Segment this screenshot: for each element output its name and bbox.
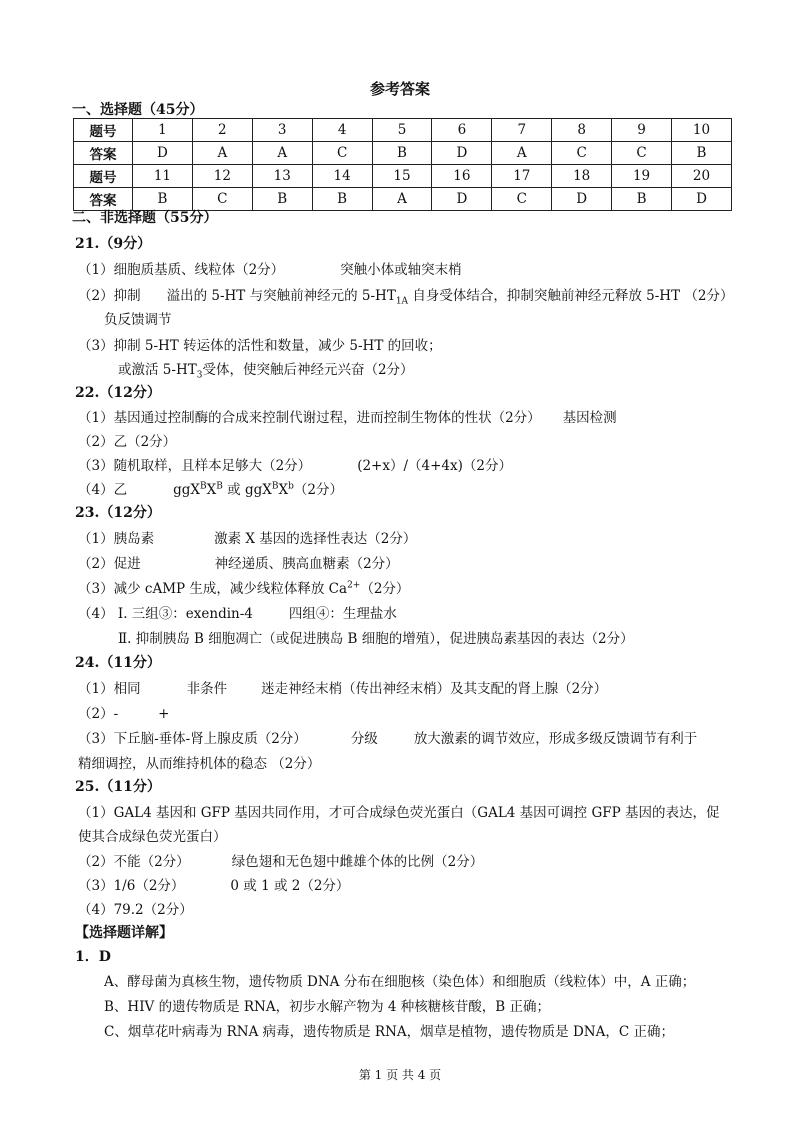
q23-line4 (78, 602, 397, 622)
table-cell: 7 (492, 119, 552, 142)
table-cell: 9 (612, 119, 672, 142)
q24-line2 (78, 702, 169, 722)
q21-l1b: 突触小体或轴突末梢 (340, 262, 462, 278)
table-cell: D (432, 142, 492, 165)
table-cell: A (372, 188, 432, 211)
q23-l2a: （2）促进 (78, 556, 141, 572)
section-nonchoice-heading: 二、非选择题（55分） (72, 210, 218, 226)
q24-l3a: （3）下丘脑-垂体-肾上腺皮质（2分） (78, 731, 307, 747)
table-cell: A (192, 142, 252, 165)
detail-c: C、烟草花叶病毒为 RNA 病毒，遗传物质是 RNA，烟草是植物，遗传物质是 DNA，C 正确； (104, 1024, 674, 1040)
table-row (74, 142, 732, 165)
q23-l4a: （4） Ⅰ. 三组③：exendin-4 (78, 606, 253, 622)
table-cell: D (672, 188, 732, 211)
q24-l2a: （2）- (78, 706, 119, 722)
q25-line1: （1）GAL4 基因和 GFP 基因共同作用，才可合成绿色荧光蛋白（GAL4 基因可调控 GFP 基因的表达，促 (78, 805, 720, 821)
table-cell: 15 (372, 165, 432, 188)
table-cell: B (252, 188, 312, 211)
q23-l4b: 四组④：生理盐水 (288, 606, 397, 622)
q24-l3c: 放大激素的调节效应，形成多级反馈调节有利于 (413, 731, 698, 747)
q23-l3a: （3）减少 cAMP 生成，减少线粒体释放 Ca (78, 581, 348, 597)
table-row-label: 题号 (74, 165, 133, 188)
detail-a: A、酵母菌为真核生物，遗传物质 DNA 分布在细胞核（染色体）和细胞质（线粒体）中，A 正确； (104, 974, 696, 990)
q24-l2b: + (158, 706, 170, 722)
q22-l1b: 基因检测 (562, 410, 617, 426)
q22-l3b: (2+x）/（4+4x)（2分） (357, 458, 512, 474)
q22-line1 (78, 406, 617, 426)
q23-l1a: （1）胰岛素 (78, 531, 155, 547)
table-cell: C (492, 188, 552, 211)
q24-line1 (78, 677, 607, 697)
detail-b: B、HIV 的遗传物质是 RNA，初步水解产物为 4 种核糖核苷酸，B 正确； (104, 999, 550, 1015)
q25-l4b: 0 或 1 或 2（2分） (230, 878, 350, 894)
table-cell: B (312, 188, 372, 211)
q21-heading: 21.（9分） (75, 236, 152, 252)
q25-line3 (78, 850, 483, 870)
q23-line5: Ⅱ. 抑制胰岛 B 细胞凋亡（或促进胰岛 B 细胞的增殖），促进胰岛素基因的表达（2分） (118, 631, 634, 647)
table-cell: 17 (492, 165, 552, 188)
table-cell: A (252, 142, 312, 165)
q22-l4a: （4）乙 (78, 482, 128, 498)
q23-l1b: 激素 X 基因的选择性表达（2分） (214, 531, 417, 547)
table-cell: 3 (252, 119, 312, 142)
q25-line2: 使其合成绿色荧光蛋白） (78, 829, 227, 845)
table-cell: D (432, 188, 492, 211)
q25-heading: 25.（11分） (75, 779, 161, 795)
q21-l1a: （1）细胞质基质、线粒体（2分） (78, 262, 285, 278)
detail-heading: 【选择题详解】 (75, 925, 173, 941)
detail-item1: 1．D (75, 949, 111, 965)
table-cell: 14 (312, 165, 372, 188)
q23-line3 (78, 577, 409, 597)
q23-l2b: 神经递质、胰高血糖素（2分） (214, 556, 399, 572)
q24-l1a: （1）相同 (78, 681, 141, 697)
table-cell: 10 (672, 119, 732, 142)
table-cell: 18 (552, 165, 612, 188)
table-cell: C (192, 188, 252, 211)
answer-table (73, 118, 732, 211)
table-cell: C (612, 142, 672, 165)
q25-l3b: 绿色翅和无色翅中雌雄个体的比例（2分） (231, 854, 484, 870)
q23-l3sup: 2+ (347, 580, 361, 591)
table-cell: 19 (612, 165, 672, 188)
q23-line2 (78, 552, 399, 572)
table-cell: 8 (552, 119, 612, 142)
q21-l2b: 溢出的 5-HT 与突触前神经元的 5-HT (166, 288, 396, 304)
table-row-label: 答案 (74, 142, 133, 165)
q21-line3: 负反馈调节 (104, 312, 172, 328)
table-cell: C (552, 142, 612, 165)
q21-line1 (78, 258, 462, 278)
q22-line3 (78, 454, 512, 474)
q21-l5b: 受体，使突触后神经元兴奋（2分） (202, 362, 414, 378)
q21-l2c: 自身受体结合，抑制突触前神经元释放 5-HT （2分） (408, 288, 734, 304)
table-cell: B (372, 142, 432, 165)
q24-l3b: 分级 (350, 731, 378, 747)
q24-heading: 24.（11分） (75, 655, 161, 671)
q24-l1b: 非条件 (186, 681, 228, 697)
q22-l1a: （1）基因通过控制酶的合成来控制代谢过程，进而控制生物体的性状（2分） (78, 410, 541, 426)
table-cell: 6 (432, 119, 492, 142)
q25-line5: （4）79.2（2分） (78, 902, 193, 918)
table-cell: 16 (432, 165, 492, 188)
page-title: 参考答案 (369, 80, 430, 98)
table-cell: B (672, 142, 732, 165)
q25-l4a: （3）1/6（2分） (78, 878, 185, 894)
table-row (74, 165, 732, 188)
table-cell: 12 (192, 165, 252, 188)
section-choice-heading: 一、选择题（45分） (72, 102, 204, 118)
q22-line2: （2）乙（2分） (78, 434, 177, 450)
q23-l3b: （2分） (360, 581, 410, 597)
q24-line4: 精细调控，从而维持机体的稳态 （2分） (78, 756, 321, 772)
table-cell: A (492, 142, 552, 165)
table-cell: 5 (372, 119, 432, 142)
q21-l5a: 或激活 5-HT (118, 362, 197, 378)
table-cell: B (133, 188, 193, 211)
q23-line1 (78, 527, 416, 547)
q21-l2sub: 1A (395, 296, 409, 307)
q22-l3a: （3）随机取样，且样本足够大（2分） (78, 458, 312, 474)
q24-l1c: 迷走神经末梢（传出神经末梢）及其支配的肾上腺（2分） (261, 681, 608, 697)
q24-line3 (78, 727, 697, 747)
q21-line2 (78, 284, 733, 307)
q22-l4end: （2分） (293, 482, 343, 498)
q21-line4: （3）抑制 5-HT 转运体的活性和数量，减少 5-HT 的回收； (78, 338, 442, 354)
q22-line4 (78, 478, 343, 498)
q21-l2a: （2）抑制 (78, 288, 141, 304)
table-row-label: 题号 (74, 119, 133, 142)
table-cell: B (612, 188, 672, 211)
table-cell: D (133, 142, 193, 165)
table-cell: 13 (252, 165, 312, 188)
table-cell: 1 (133, 119, 193, 142)
table-cell: 20 (672, 165, 732, 188)
table-row-label: 答案 (74, 188, 133, 211)
table-cell: 11 (133, 165, 193, 188)
q23-heading: 23.（12分） (75, 505, 161, 521)
q22-genotype: $ggX^BX^B$ 或 $ggX^BX^b$ (173, 481, 294, 498)
page-footer: 第 1 页 共 4 页 (358, 1068, 442, 1082)
table-cell: C (312, 142, 372, 165)
q25-line4 (78, 874, 349, 894)
q21-l5sub: 3 (196, 370, 203, 381)
q21-line5 (118, 358, 414, 381)
q25-l3a: （2）不能（2分） (78, 854, 190, 870)
table-cell: 2 (192, 119, 252, 142)
table-row (74, 119, 732, 142)
table-cell: D (552, 188, 612, 211)
table-cell: 4 (312, 119, 372, 142)
q22-heading: 22.（12分） (75, 385, 161, 401)
